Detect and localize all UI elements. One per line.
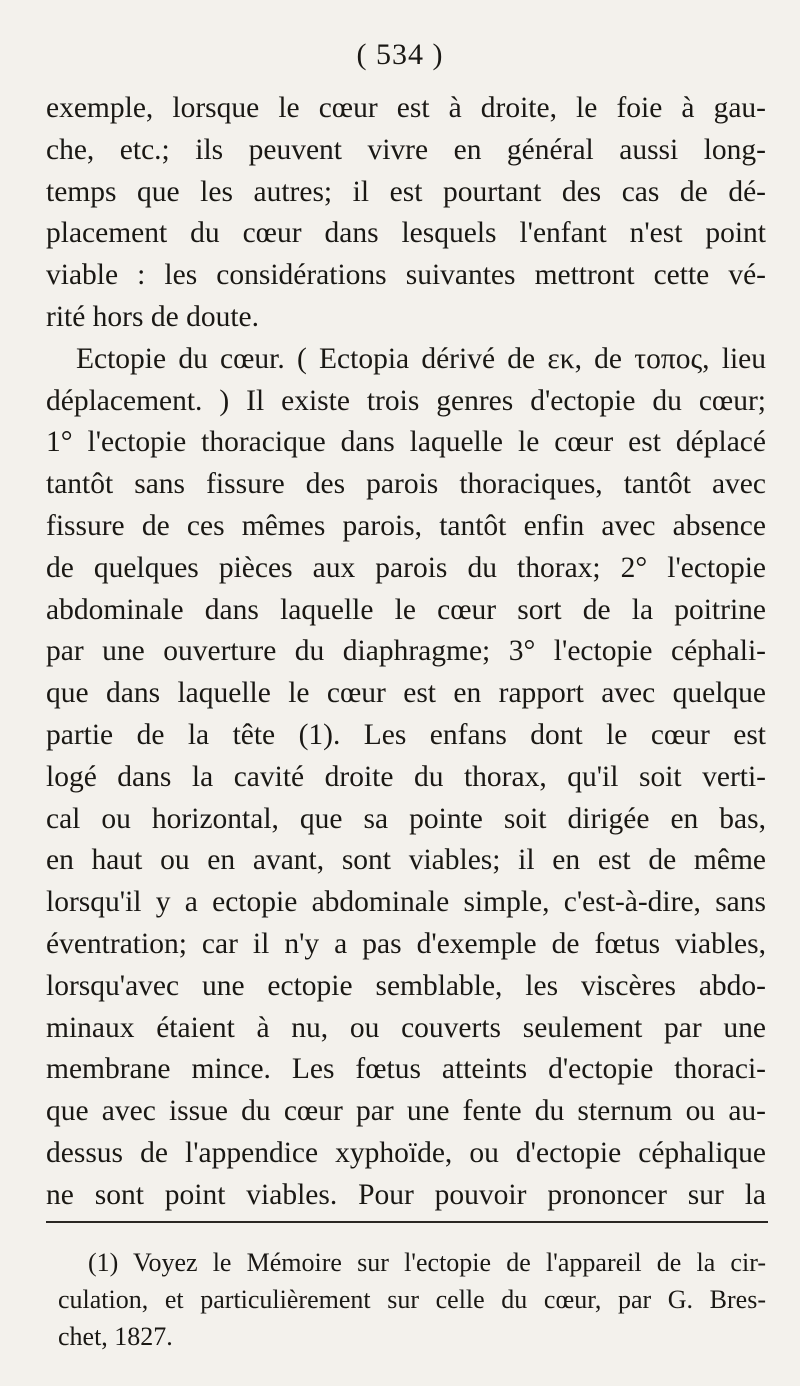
text-line: logé dans la cavité droite du thorax, qu'il soit verti- — [46, 760, 766, 793]
text-line: placement du cœur dans lesquels l'enfant n'est point — [46, 217, 766, 250]
text-line: che, etc.; ils peuvent vivre en général aussi long- — [46, 133, 766, 166]
text-line: ne sont point viables. Pour pouvoir prononcer sur la — [46, 1178, 766, 1211]
text-line: éventration; car il n'y a pas d'exemple de fœtus viables, — [46, 927, 766, 960]
footnote-rule — [46, 1221, 768, 1223]
text-line: fissure de ces mêmes parois, tantôt enfin avec absence — [46, 509, 766, 542]
text-line: tantôt sans fissure des parois thoraciques, tantôt avec — [46, 468, 766, 501]
footnote-line: culation, et particulièrement sur celle du cœur, par G. Bres- — [58, 1285, 766, 1314]
text-line: de quelques pièces aux parois du thorax; 2° l'ectopie — [46, 551, 766, 584]
footnote-line: chet, 1827. — [58, 1322, 173, 1351]
text-line: partie de la tête (1). Les enfans dont le cœur est — [46, 718, 766, 751]
footnote-line: (1) Voyez le Mémoire sur l'ectopie de l'appareil de la cir- — [88, 1248, 766, 1277]
text-line: lorsqu'il y a ectopie abdominale simple, c'est-à-dire, sans — [46, 886, 766, 919]
text-line: abdominale dans laquelle le cœur sort de la poitrine — [46, 593, 766, 626]
text-line: que dans laquelle le cœur est en rapport avec quelque — [46, 677, 766, 710]
footnote — [58, 1244, 766, 1355]
text-line: que avec issue du cœur par une fente du sternum ou au- — [46, 1095, 766, 1128]
text-line: membrane mince. Les fœtus atteints d'ectopie thoraci- — [46, 1053, 766, 1086]
text-line: rité hors de doute. — [46, 300, 259, 333]
page-number: ( 534 ) — [356, 38, 444, 71]
text-line: lorsqu'avec une ectopie semblable, les viscères abdo- — [46, 969, 766, 1002]
paragraph-start-line: Ectopie du cœur. ( Ectopia dérivé de εκ, de τοπος, lieu — [76, 342, 766, 375]
text-line: par une ouverture du diaphragme; 3° l'ectopie céphali- — [46, 635, 766, 668]
text-line: déplacement. ) Il existe trois genres d'ectopie du cœur; — [46, 384, 766, 417]
text-line: en haut ou en avant, sont viables; il en est de même — [46, 844, 766, 877]
text-line: 1° l'ectopie thoracique dans laquelle le cœur est déplacé — [46, 426, 766, 459]
text-line: viable : les considérations suivantes mettront cette vé- — [46, 259, 766, 292]
text-line: exemple, lorsque le cœur est à droite, le foie à gau- — [46, 92, 766, 124]
text-line: dessus de l'appendice xyphoïde, ou d'ectopie céphalique — [46, 1136, 766, 1169]
body-text — [46, 88, 766, 1217]
text-line: temps que les autres; il est pourtant des cas de dé- — [46, 175, 766, 208]
text-line: minaux étaient à nu, ou couverts seulement par une — [46, 1011, 766, 1044]
text-line: cal ou horizontal, que sa pointe soit dirigée en bas, — [46, 802, 766, 835]
